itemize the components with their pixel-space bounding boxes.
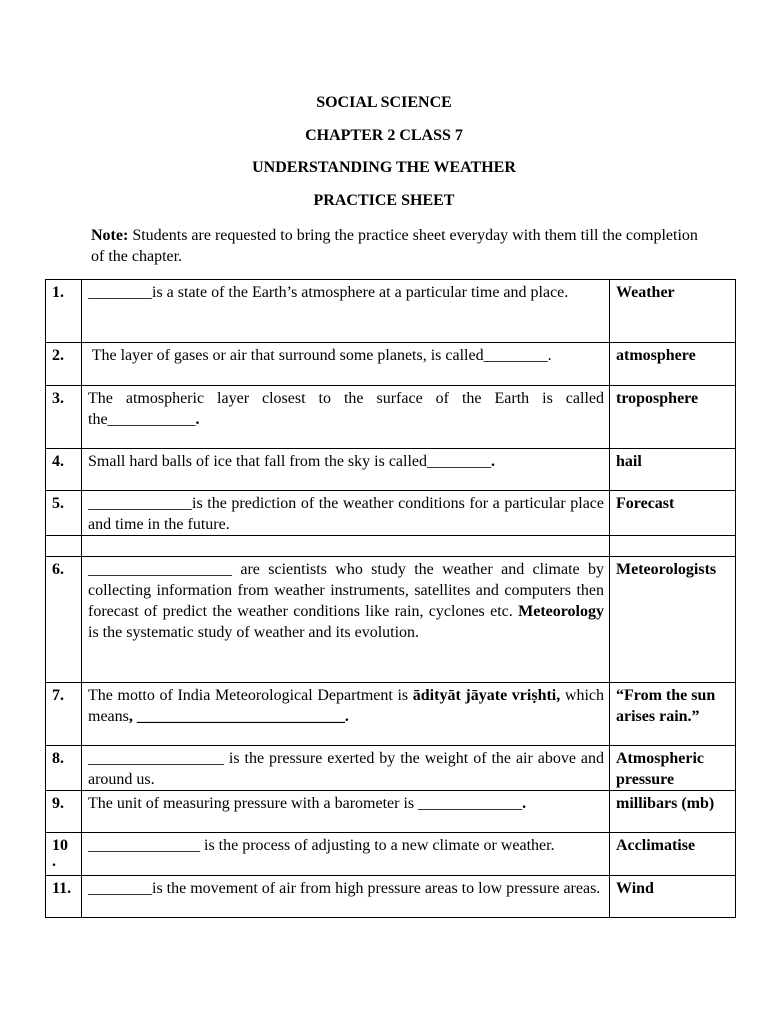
question-text: The unit of measuring pressure with a barometer is	[88, 795, 419, 812]
sheet-headings	[0, 92, 768, 222]
question-bold-term: ādityāt jāyate vriṣhti,	[412, 687, 561, 704]
answer-line: Atmospheric	[616, 750, 704, 767]
answer-cell: atmosphere	[610, 343, 736, 386]
row-number: 6.	[46, 557, 82, 683]
chapter-heading: CHAPTER 2 CLASS 7	[305, 126, 463, 144]
answer-line: pressure	[616, 771, 675, 788]
question-cell	[82, 557, 610, 683]
answer-cell	[610, 746, 736, 791]
table-row	[46, 491, 736, 536]
question-blank: , __________________________.	[128, 708, 349, 725]
question-cell	[82, 683, 610, 746]
empty-cell	[610, 536, 736, 557]
subject-heading: SOCIAL SCIENCE	[316, 94, 452, 111]
row-number-line: 10	[52, 837, 68, 854]
question-text: are scientists who study the weather and climate by collecting information from weather instruments, satellites and computers then forecast of predict the weather conditions like rain, cyclones etc.	[88, 561, 604, 620]
question-blank: ________	[483, 347, 548, 364]
question-text: The layer of gases or air that surround some planets, is called	[88, 347, 484, 364]
question-cell	[82, 280, 610, 343]
answer-cell: Meteorologists	[610, 557, 736, 683]
answer-line: “From the sun	[616, 687, 716, 704]
question-text: The atmospheric layer closest to the surface of the Earth is called the	[88, 390, 604, 428]
row-number	[46, 833, 82, 876]
question-text: is the movement of air from high pressure areas to low pressure areas.	[152, 880, 601, 897]
empty-cell	[46, 536, 82, 557]
question-end: .	[491, 453, 496, 470]
question-end: .	[522, 795, 527, 812]
question-blank: ________	[427, 453, 492, 470]
answer-cell: Wind	[610, 876, 736, 918]
answer-cell: Weather	[610, 280, 736, 343]
row-number: 2.	[46, 343, 82, 386]
row-number: 11.	[46, 876, 82, 918]
table-row	[46, 876, 736, 918]
table-row	[46, 746, 736, 791]
question-cell	[82, 876, 610, 918]
question-cell	[82, 791, 610, 833]
answer-line: arises rain.”	[616, 708, 700, 725]
sheet-heading: PRACTICE SHEET	[313, 191, 455, 209]
question-text: The motto of India Meteorological Department is	[88, 687, 413, 704]
row-number: 4.	[46, 449, 82, 491]
row-number-line: .	[52, 853, 56, 870]
answer-cell	[610, 683, 736, 746]
practice-table	[45, 279, 736, 918]
question-cell	[82, 491, 610, 536]
row-number: 1.	[46, 280, 82, 343]
question-end: .	[195, 411, 200, 428]
table-row	[46, 280, 736, 343]
question-bold-term: Meteorology	[518, 603, 604, 620]
table-row	[46, 386, 736, 449]
table-row-empty	[46, 536, 736, 557]
row-number: 9.	[46, 791, 82, 833]
answer-cell: troposphere	[610, 386, 736, 449]
question-cell	[82, 833, 610, 876]
question-blank: __________________	[88, 561, 232, 578]
row-number: 3.	[46, 386, 82, 449]
question-blank: ______________	[88, 837, 200, 854]
note-text: Students are requested to bring the practice sheet everyday with them till the completion of the chapter.	[91, 227, 698, 265]
question-blank: ___________	[107, 411, 196, 428]
answer-cell: hail	[610, 449, 736, 491]
empty-cell	[82, 536, 610, 557]
question-mid: which means	[88, 687, 604, 725]
table-row	[46, 791, 736, 833]
answer-cell: millibars (mb)	[610, 791, 736, 833]
table-row	[46, 683, 736, 746]
note-paragraph	[91, 225, 701, 267]
table-row	[46, 449, 736, 491]
answer-cell: Forecast	[610, 491, 736, 536]
question-blank: _____________	[418, 795, 523, 812]
question-text: is the pressure exerted by the weight of the air above and around us.	[88, 750, 604, 788]
table-row	[46, 833, 736, 876]
table-row	[46, 557, 736, 683]
answer-cell: Acclimatise	[610, 833, 736, 876]
question-text: is the process of adjusting to a new climate or weather.	[200, 837, 555, 854]
question-text: is a state of the Earth’s atmosphere at a particular time and place.	[152, 284, 569, 301]
question-blank: _________________	[88, 750, 224, 767]
table-row	[46, 343, 736, 386]
question-text: is the prediction of the weather conditions for a particular place and time in the future.	[88, 495, 604, 533]
question-text: Small hard balls of ice that fall from the sky is called	[88, 453, 428, 470]
question-cell	[82, 449, 610, 491]
question-blank: ________	[88, 284, 152, 301]
question-cell	[82, 343, 610, 386]
question-tail: is the systematic study of weather and its evolution.	[88, 624, 420, 641]
question-cell	[82, 746, 610, 791]
question-blank: _____________	[88, 495, 192, 512]
note-label: Note:	[91, 227, 129, 244]
question-blank: ________	[88, 880, 152, 897]
row-number: 7.	[46, 683, 82, 746]
chapter-title: UNDERSTANDING THE WEATHER	[252, 159, 516, 176]
row-number: 5.	[46, 491, 82, 536]
row-number: 8.	[46, 746, 82, 791]
question-cell	[82, 386, 610, 449]
question-end: .	[547, 347, 552, 364]
